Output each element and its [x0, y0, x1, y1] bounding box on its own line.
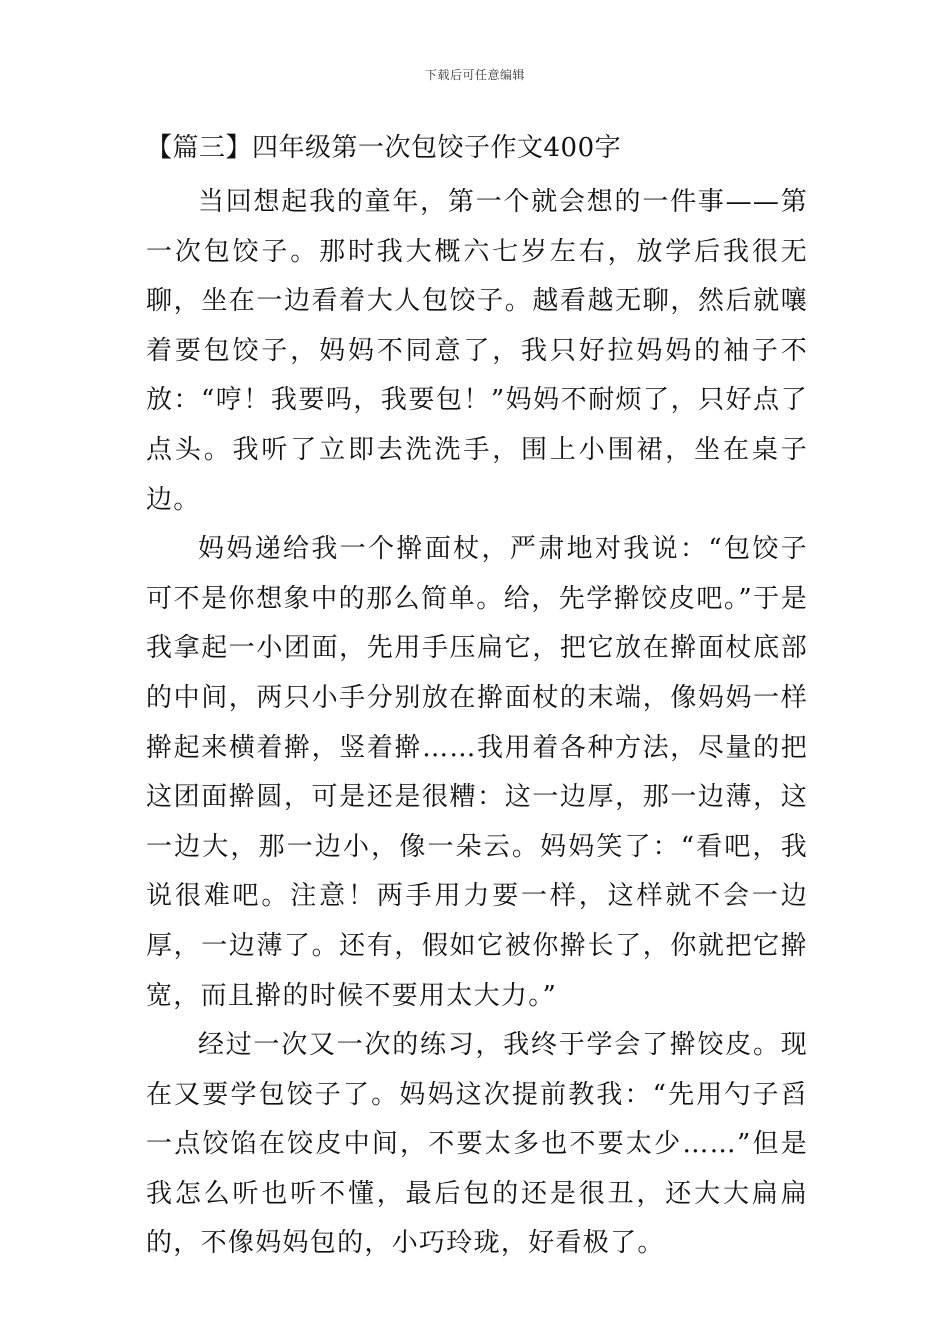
header-note: 下载后可任意编辑 — [424, 68, 525, 82]
paragraph-1: 当回想起我的童年，第一个就会想的一件事——第一次包饺子。那时我大概六七岁左右，放学后我很无聊，坐在一边看着大人包饺子。越看越无聊，然后就嚷着要包饺子，妈妈不同意了，我只好拉妈妈的袖子不放：“哼！我要吗，我要包！”妈妈不耐烦了，只好点了点头。我听了立即去洗洗手，围上小围裙，坐在桌子边。 — [146, 187, 808, 515]
document-title: 【篇三】四年级第一次包饺子作文400字 — [146, 133, 622, 163]
paragraph-3: 经过一次又一次的练习，我终于学会了擀饺皮。现在又要学包饺子了。妈妈这次提前教我：“先用勺子舀一点饺馅在饺皮中间，不要太多也不要太少……”但是我怎么听也听不懂，最后包的还是很丑，还大大扁扁的，不像妈妈包的，小巧玲珑，好看极了。 — [146, 1030, 808, 1259]
document-body — [146, 128, 808, 1269]
paragraph-2: 妈妈递给我一个擀面杖，严肃地对我说：“包饺子可不是你想象中的那么简单。给，先学擀饺皮吧。”于是我拿起一小团面，先用手压扁它，把它放在擀面杖底部的中间，两只小手分别放在擀面杖的末端，像妈妈一样擀起来横着擀，竖着擀……我用着各种方法，尽量的把这团面擀圆，可是还是很糟：这一边厚，那一边薄，这一边大，那一边小，像一朵云。妈妈笑了：“看吧，我说很难吧。注意！两手用力要一样，这样就不会一边厚，一边薄了。还有，假如它被你擀长了，你就把它擀宽，而且擀的时候不要用太大力。” — [146, 534, 808, 1011]
